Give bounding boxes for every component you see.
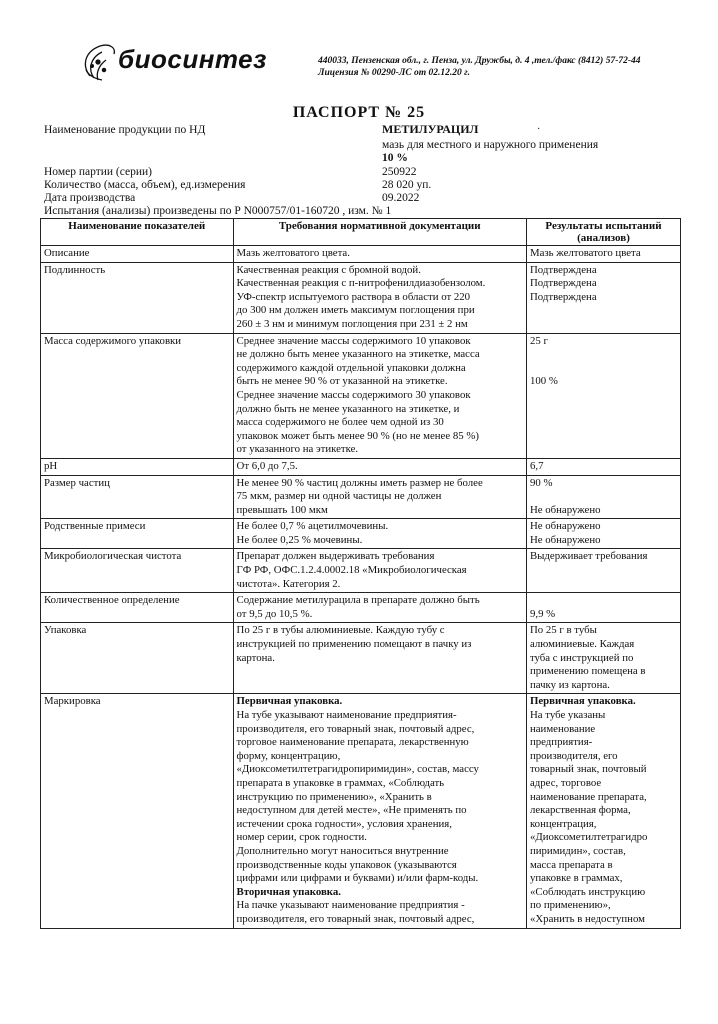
result-cell bbox=[526, 262, 680, 333]
requirement-cell bbox=[233, 593, 526, 623]
requirement-line: На тубе указывают наименование предприятия- bbox=[236, 709, 457, 721]
batch-label: Номер партии (серии) bbox=[44, 166, 152, 178]
company-name: биосинтез bbox=[118, 44, 267, 74]
tests-line: Испытания (анализы) произведены по Р N000757/01-160720 , изм. № 1 bbox=[44, 205, 392, 217]
result-line: На тубе указаны bbox=[529, 709, 606, 721]
requirement-line: Препарат должен выдерживать требования bbox=[236, 550, 435, 563]
requirement-line: По 25 г в тубы алюминиевые. Каждую тубу с bbox=[236, 624, 445, 637]
requirement-line: производителя, его товарный знак, почтовый адрес, bbox=[236, 912, 475, 925]
requirement-line: до 300 нм должен иметь максимум поглощения при bbox=[236, 304, 475, 317]
indicator-name: Упаковка bbox=[41, 623, 234, 694]
requirement-line: инструкцию по применению», «Хранить в bbox=[236, 790, 432, 803]
result-line: Подтверждена bbox=[529, 290, 597, 303]
result-line bbox=[530, 362, 677, 376]
requirement-cell bbox=[233, 262, 526, 333]
table-row bbox=[41, 593, 681, 623]
requirement-line: от 9,5 до 10,5 %. bbox=[236, 607, 313, 620]
license-line: Лицензия № 00290-ЛС от 02.12.20 г. bbox=[318, 68, 470, 78]
requirement-line: Содержание метилурацила в препарате должно быть bbox=[236, 594, 480, 607]
passport-title: ПАСПОРТ № 25 bbox=[292, 104, 426, 121]
header-requirements: Требования нормативной документации bbox=[233, 219, 526, 246]
table-row bbox=[41, 549, 681, 593]
result-line: Не обнаружено bbox=[529, 520, 601, 533]
result-line: туба с инструкцией по bbox=[529, 651, 634, 664]
result-cell bbox=[526, 623, 680, 694]
requirement-cell bbox=[233, 623, 526, 694]
requirement-line: Не более 0,25 % мочевины. bbox=[236, 533, 363, 546]
requirement-line: форму, концентрацию, bbox=[236, 749, 341, 762]
result-line: «Соблюдать инструкцию bbox=[529, 885, 646, 898]
requirement-line: инструкцией по применению помещают в пачку из bbox=[236, 638, 472, 651]
spec-table bbox=[40, 218, 681, 929]
table-header-row bbox=[41, 219, 681, 246]
address-line-1: 440033, Пензенская обл., г. Пенза, ул. Дружбы, д. 4 ,тел./факс (8412) 57-72-44 bbox=[318, 56, 641, 66]
production-date-label: Дата производства bbox=[44, 192, 136, 204]
requirement-line: 260 ± 3 нм и минимум поглощения при 231 ± 2 нм bbox=[236, 317, 468, 330]
requirement-cell bbox=[233, 694, 526, 928]
result-line: Первичная упаковка. bbox=[529, 695, 636, 708]
result-line bbox=[530, 594, 677, 608]
requirement-line: препарата в упаковке в граммах, «Соблюдать bbox=[236, 776, 445, 789]
requirement-cell bbox=[233, 458, 526, 475]
requirement-cell bbox=[233, 246, 526, 263]
product-description: мазь для местного и наружного применения bbox=[382, 139, 599, 151]
result-line bbox=[530, 490, 677, 504]
result-line: товарный знак, почтовый bbox=[529, 763, 647, 776]
indicator-name: Подлинность bbox=[41, 262, 234, 333]
requirement-line: Первичная упаковка. bbox=[236, 695, 343, 708]
result-line: Подтверждена bbox=[529, 277, 597, 290]
result-cell bbox=[526, 475, 680, 519]
result-line: упаковке в граммах, bbox=[529, 872, 623, 885]
table-row bbox=[41, 623, 681, 694]
result-line: 25 г bbox=[529, 334, 548, 347]
requirement-line: недоступном для детей месте», «Не применять по bbox=[236, 804, 467, 817]
result-line: алюминиевые. Каждая bbox=[529, 638, 635, 651]
result-line: Не обнаружено bbox=[529, 503, 601, 516]
quantity-value: 28 020 уп. bbox=[382, 179, 432, 191]
result-line: «Диоксометилтетрагидро bbox=[529, 831, 648, 844]
requirement-line: Дополнительно могут наноситься внутренние bbox=[236, 844, 449, 857]
result-line: По 25 г в тубы bbox=[529, 624, 597, 637]
result-cell bbox=[526, 549, 680, 593]
indicator-name: Количественное определение bbox=[41, 593, 234, 623]
requirement-line: Не более 0,7 % ацетилмочевины. bbox=[236, 520, 389, 533]
table-row bbox=[41, 246, 681, 263]
requirement-line: чистота». Категория 2. bbox=[236, 577, 341, 590]
result-cell bbox=[526, 246, 680, 263]
requirement-cell bbox=[233, 519, 526, 549]
table-row bbox=[41, 458, 681, 475]
requirement-line: Среднее значение массы содержимого 10 упаковок bbox=[236, 334, 471, 347]
result-line: пиримидин», состав, bbox=[529, 844, 626, 857]
requirement-line: содержимого каждой отдельной упаковки должна bbox=[236, 361, 466, 374]
table-row bbox=[41, 333, 681, 458]
result-line: 6,7 bbox=[529, 459, 544, 472]
requirement-line: 75 мкм, размер ни одной частицы не должен bbox=[236, 490, 442, 503]
result-cell bbox=[526, 458, 680, 475]
result-line: 90 % bbox=[529, 476, 553, 489]
requirement-line: торговое наименование препарата, лекарственную bbox=[236, 736, 469, 749]
requirement-line: производителя, его товарный знак, почтовый адрес, bbox=[236, 722, 475, 735]
product-label: Наименование продукции по НД bbox=[44, 124, 206, 136]
result-line: производителя, его bbox=[529, 749, 618, 762]
table-row bbox=[41, 475, 681, 519]
result-line: «Хранить в недоступном bbox=[529, 912, 645, 925]
result-line: наименование препарата, bbox=[529, 790, 647, 803]
result-line: Подтверждена bbox=[529, 263, 597, 276]
requirement-line: ГФ РФ, ОФС.1.2.4.0002.18 «Микробиологическая bbox=[236, 564, 467, 577]
indicator-name: Описание bbox=[41, 246, 234, 263]
result-line: адрес, торговое bbox=[529, 776, 602, 789]
product-concentration: 10 % bbox=[382, 152, 408, 164]
result-line: по применению», bbox=[529, 899, 611, 912]
header-results: Результаты испытаний (анализов) bbox=[526, 219, 680, 246]
result-line: наименование bbox=[529, 722, 596, 735]
quantity-label: Количество (масса, объем), ед.измерения bbox=[44, 179, 246, 191]
production-date-value: 09.2022 bbox=[382, 192, 420, 204]
requirement-cell bbox=[233, 333, 526, 458]
requirement-line: быть не менее 90 % от указанной на этикетке. bbox=[236, 375, 448, 388]
requirement-line: Качественная реакция с п-нитрофенилдиазобензолом. bbox=[236, 277, 486, 290]
header-indicator: Наименование показателей bbox=[41, 219, 234, 246]
result-line: предприятия- bbox=[529, 736, 593, 749]
indicator-name: Масса содержимого упаковки bbox=[41, 333, 234, 458]
company-address bbox=[318, 55, 641, 79]
requirement-line: превышать 100 мкм bbox=[236, 503, 328, 516]
requirement-cell bbox=[233, 475, 526, 519]
result-cell bbox=[526, 694, 680, 928]
requirement-line: Не менее 90 % частиц должны иметь размер не более bbox=[236, 476, 483, 489]
requirement-cell bbox=[233, 549, 526, 593]
result-line: применению помещена в bbox=[529, 665, 646, 678]
requirement-line: Мазь желтоватого цвета. bbox=[236, 247, 350, 259]
speck: · bbox=[537, 124, 541, 135]
batch-value: 250922 bbox=[382, 166, 417, 178]
requirement-line: не должно быть менее указанного на этикетке, масса bbox=[236, 348, 480, 361]
requirement-line: Вторичная упаковка. bbox=[236, 885, 341, 898]
indicator-name: Микробиологическая чистота bbox=[41, 549, 234, 593]
result-cell bbox=[526, 519, 680, 549]
result-line: лекарственная форма, bbox=[529, 804, 631, 817]
indicator-name: Родственные примеси bbox=[41, 519, 234, 549]
result-line: Мазь желтоватого цвета bbox=[529, 247, 641, 259]
requirement-line: производственные коды упаковок (указываются bbox=[236, 858, 457, 871]
result-line: Не обнаружено bbox=[529, 533, 601, 546]
requirement-line: номер серии, срок годности. bbox=[236, 831, 367, 844]
result-line: масса препарата в bbox=[529, 858, 613, 871]
table-row bbox=[41, 694, 681, 928]
table-row bbox=[41, 519, 681, 549]
requirement-line: Качественная реакция с бромной водой. bbox=[236, 263, 421, 276]
result-line: Выдерживает требования bbox=[529, 550, 648, 563]
requirement-line: истечении срока годности», условия хранения, bbox=[236, 817, 452, 830]
result-line: пачку из картона. bbox=[529, 678, 610, 691]
requirement-line: Среднее значение массы содержимого 30 упаковок bbox=[236, 388, 471, 401]
requirement-line: упаковок может быть менее 90 % (но не менее 85 %) bbox=[236, 429, 479, 442]
result-line: концентрация, bbox=[529, 817, 597, 830]
requirement-line: масса содержимого не более чем одной из 30 bbox=[236, 416, 444, 429]
indicator-name: Маркировка bbox=[41, 694, 234, 928]
result-line bbox=[530, 348, 677, 362]
table-row bbox=[41, 262, 681, 333]
requirement-line: цифрами или цифрами и буквами) и/или фарм-коды. bbox=[236, 872, 479, 885]
indicator-name: Размер частиц bbox=[41, 475, 234, 519]
result-line: 9,9 % bbox=[529, 607, 556, 620]
requirement-line: картона. bbox=[236, 651, 275, 664]
requirement-line: От 6,0 до 7,5. bbox=[236, 459, 298, 472]
indicator-name: pH bbox=[41, 458, 234, 475]
requirement-line: от указанного на этикетке. bbox=[236, 443, 359, 456]
product-name: МЕТИЛУРАЦИЛ bbox=[382, 122, 479, 136]
requirement-line: На пачке указывают наименование предприятия - bbox=[236, 899, 465, 912]
requirement-line: УФ-спектр испытуемого раствора в области от 220 bbox=[236, 290, 471, 303]
result-cell bbox=[526, 333, 680, 458]
result-line: 100 % bbox=[529, 375, 558, 388]
requirement-line: «Диоксометилтетрагидропиримидин», состав, массу bbox=[236, 763, 479, 776]
requirement-line: должно быть не менее указанного на этикетке, и bbox=[236, 402, 460, 415]
result-cell bbox=[526, 593, 680, 623]
